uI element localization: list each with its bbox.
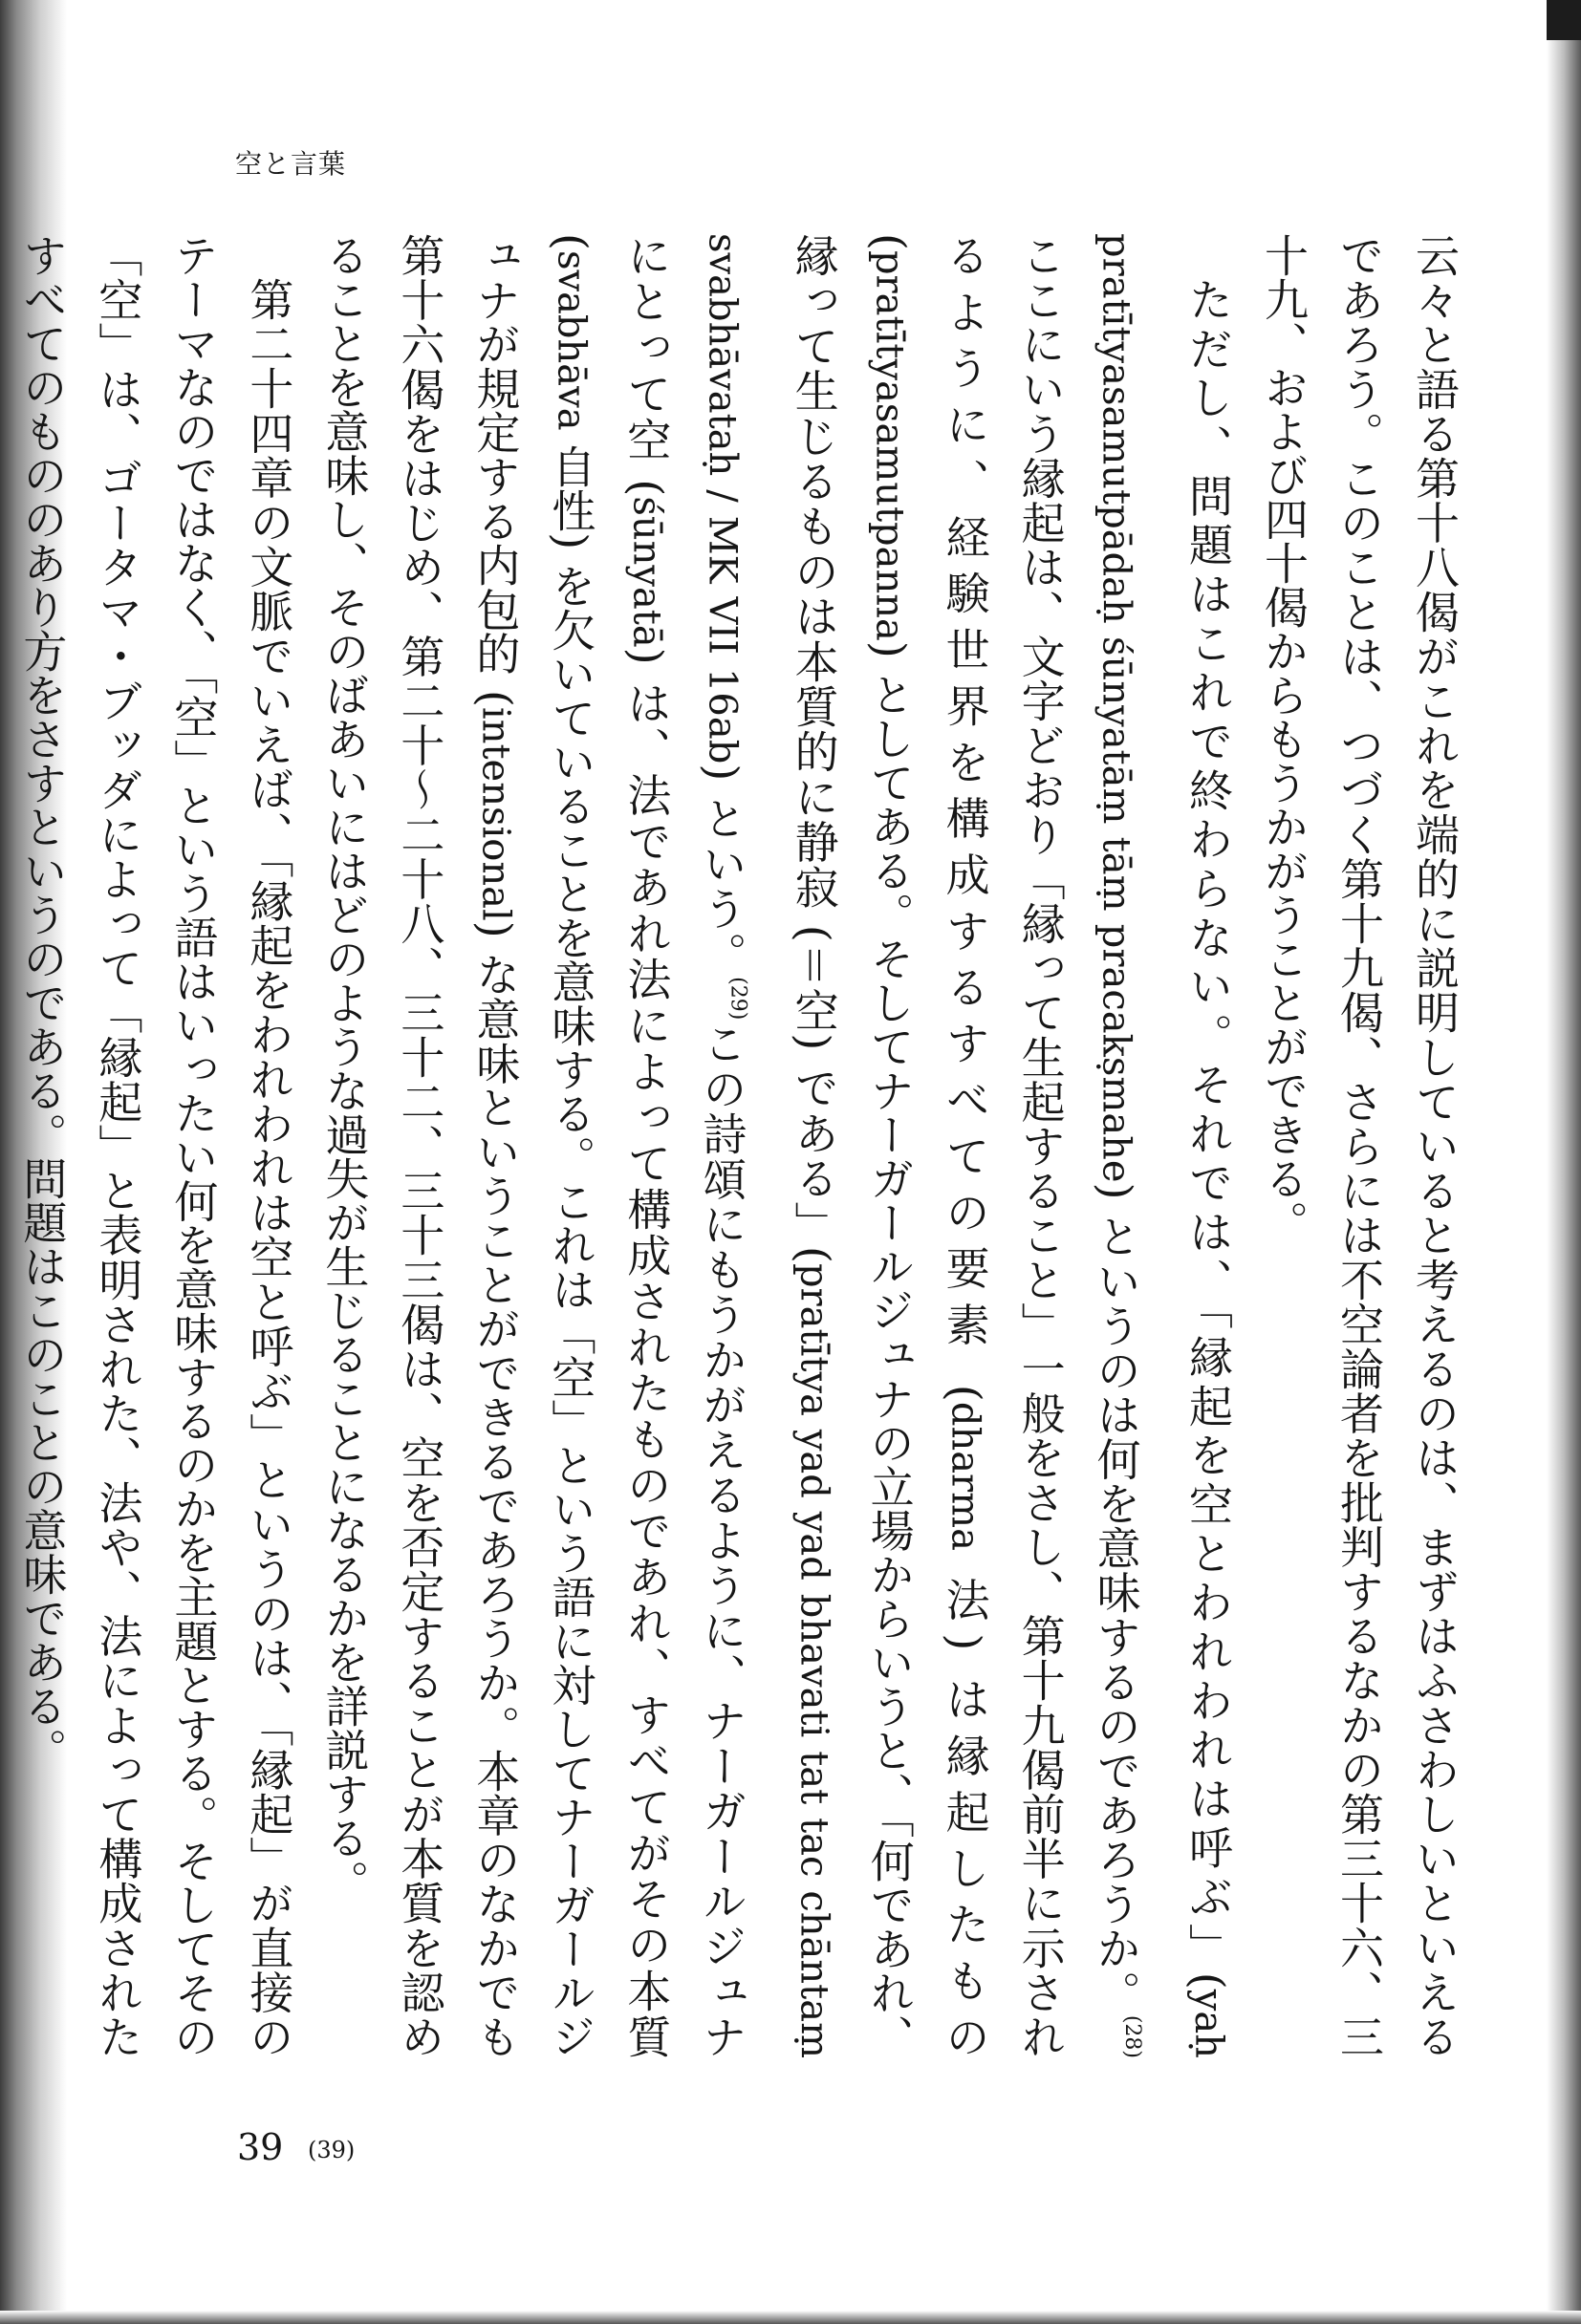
footnote-ref-29: (29)	[726, 977, 750, 1021]
scan-bottom-edge-shadow	[0, 2311, 1581, 2324]
p2-term-pratityasamutpanna: pratītyasamutpanna	[867, 249, 912, 641]
p2-sanskrit-quote: pratītya yad yad bhavati tat tac chāntaṃ svabhāvataḥ / MK VII 16ab	[700, 233, 836, 2058]
paragraph-2	[306, 233, 1245, 2058]
p2-text-e: ここにいう縁起は、文字どおり「縁って生起すること」一般をさし、第十九偈前半に示されるように、経験世界を構成するすべての要素 (	[939, 233, 1067, 2058]
p2-text-i: ) としてある。そしてナーガールジュナの立場からいうと、「何であれ、縁って生じるものは本質的に静寂 (＝空) である」(	[788, 233, 916, 2058]
paragraph-1: 云々と語る第十八偈がこれを端的に説明していると考えるのは、まずはふさわしいといえるであろう。このことは、つづく第十九偈、さらには不空論者を批判するなかの第三十六、三十九、および四十偈からもうかがうことができる。	[1258, 233, 1461, 2058]
scan-right-edge-shadow	[1547, 0, 1581, 2324]
p2-text-k: ) という。	[696, 764, 748, 978]
p2-text-g: 法) は縁起したもの (	[863, 233, 991, 2058]
p2-term-svabhava: svabhāva	[549, 249, 594, 431]
running-head: 空と言葉	[235, 148, 347, 180]
p2-term-sunyata: śūnyatā	[624, 496, 669, 648]
page-number-parenthetical: (39)	[308, 2137, 356, 2163]
p2-text-a: ただし、問題はこれで終わらない。それでは、「縁起を空とわれわれは呼ぶ」(	[1182, 277, 1234, 1990]
p2-text-c: ) というのは何を意味するのであろうか。	[1090, 1182, 1142, 2015]
p2-text-q: 自性) を欠いていることを意味する。これは「空」という語に対してナーガールジュナが規定する内包的 (	[469, 233, 597, 2058]
p2-term-intensional: intensional	[473, 706, 518, 921]
p2-term-dharma: dharma	[942, 1401, 987, 1551]
p2-text-o: ) は、法であれ法によって構成されたものであれ、すべてがその本質 (	[545, 233, 673, 2058]
scan-corner-dark	[1547, 0, 1581, 40]
paragraph-3: 第二十四章の文脈でいえば、「縁起をわれわれは空と呼ぶ」というのは、「縁起」が直接のテーマなのではなく、「空」という語はいったい何を意味するのかを主題とする。そしてその「空」は、ゴータマ・ブッダによって「縁起」と表明された、法や、法によって構成されたすべてのもののあり方をさすというのである。問題はこのことの意味である。	[16, 233, 295, 2058]
p2-sanskrit-verse: yaḥ pratītyasamutpādaḥ śūnyatāṃ tāṃ pracakṣmahe	[1094, 233, 1230, 2058]
p2-text-s: ) な意味ということができるであろうか。本章のなかでも第十六偈をはじめ、第二十〜二十八、三十二、三十三偈は、空を否定することが本質を認めることを意味し、そのばあいにはどのような過失が生じることになるかを詳説する。	[318, 233, 522, 2058]
page-number: 39	[237, 2126, 284, 2168]
vertical-body-text	[16, 233, 1472, 2058]
p2-text-m: この詩頌にもうかがえるように、ナーガールジュナにとって空 (	[620, 233, 748, 2058]
footnote-ref-28: (28)	[1120, 2014, 1144, 2058]
